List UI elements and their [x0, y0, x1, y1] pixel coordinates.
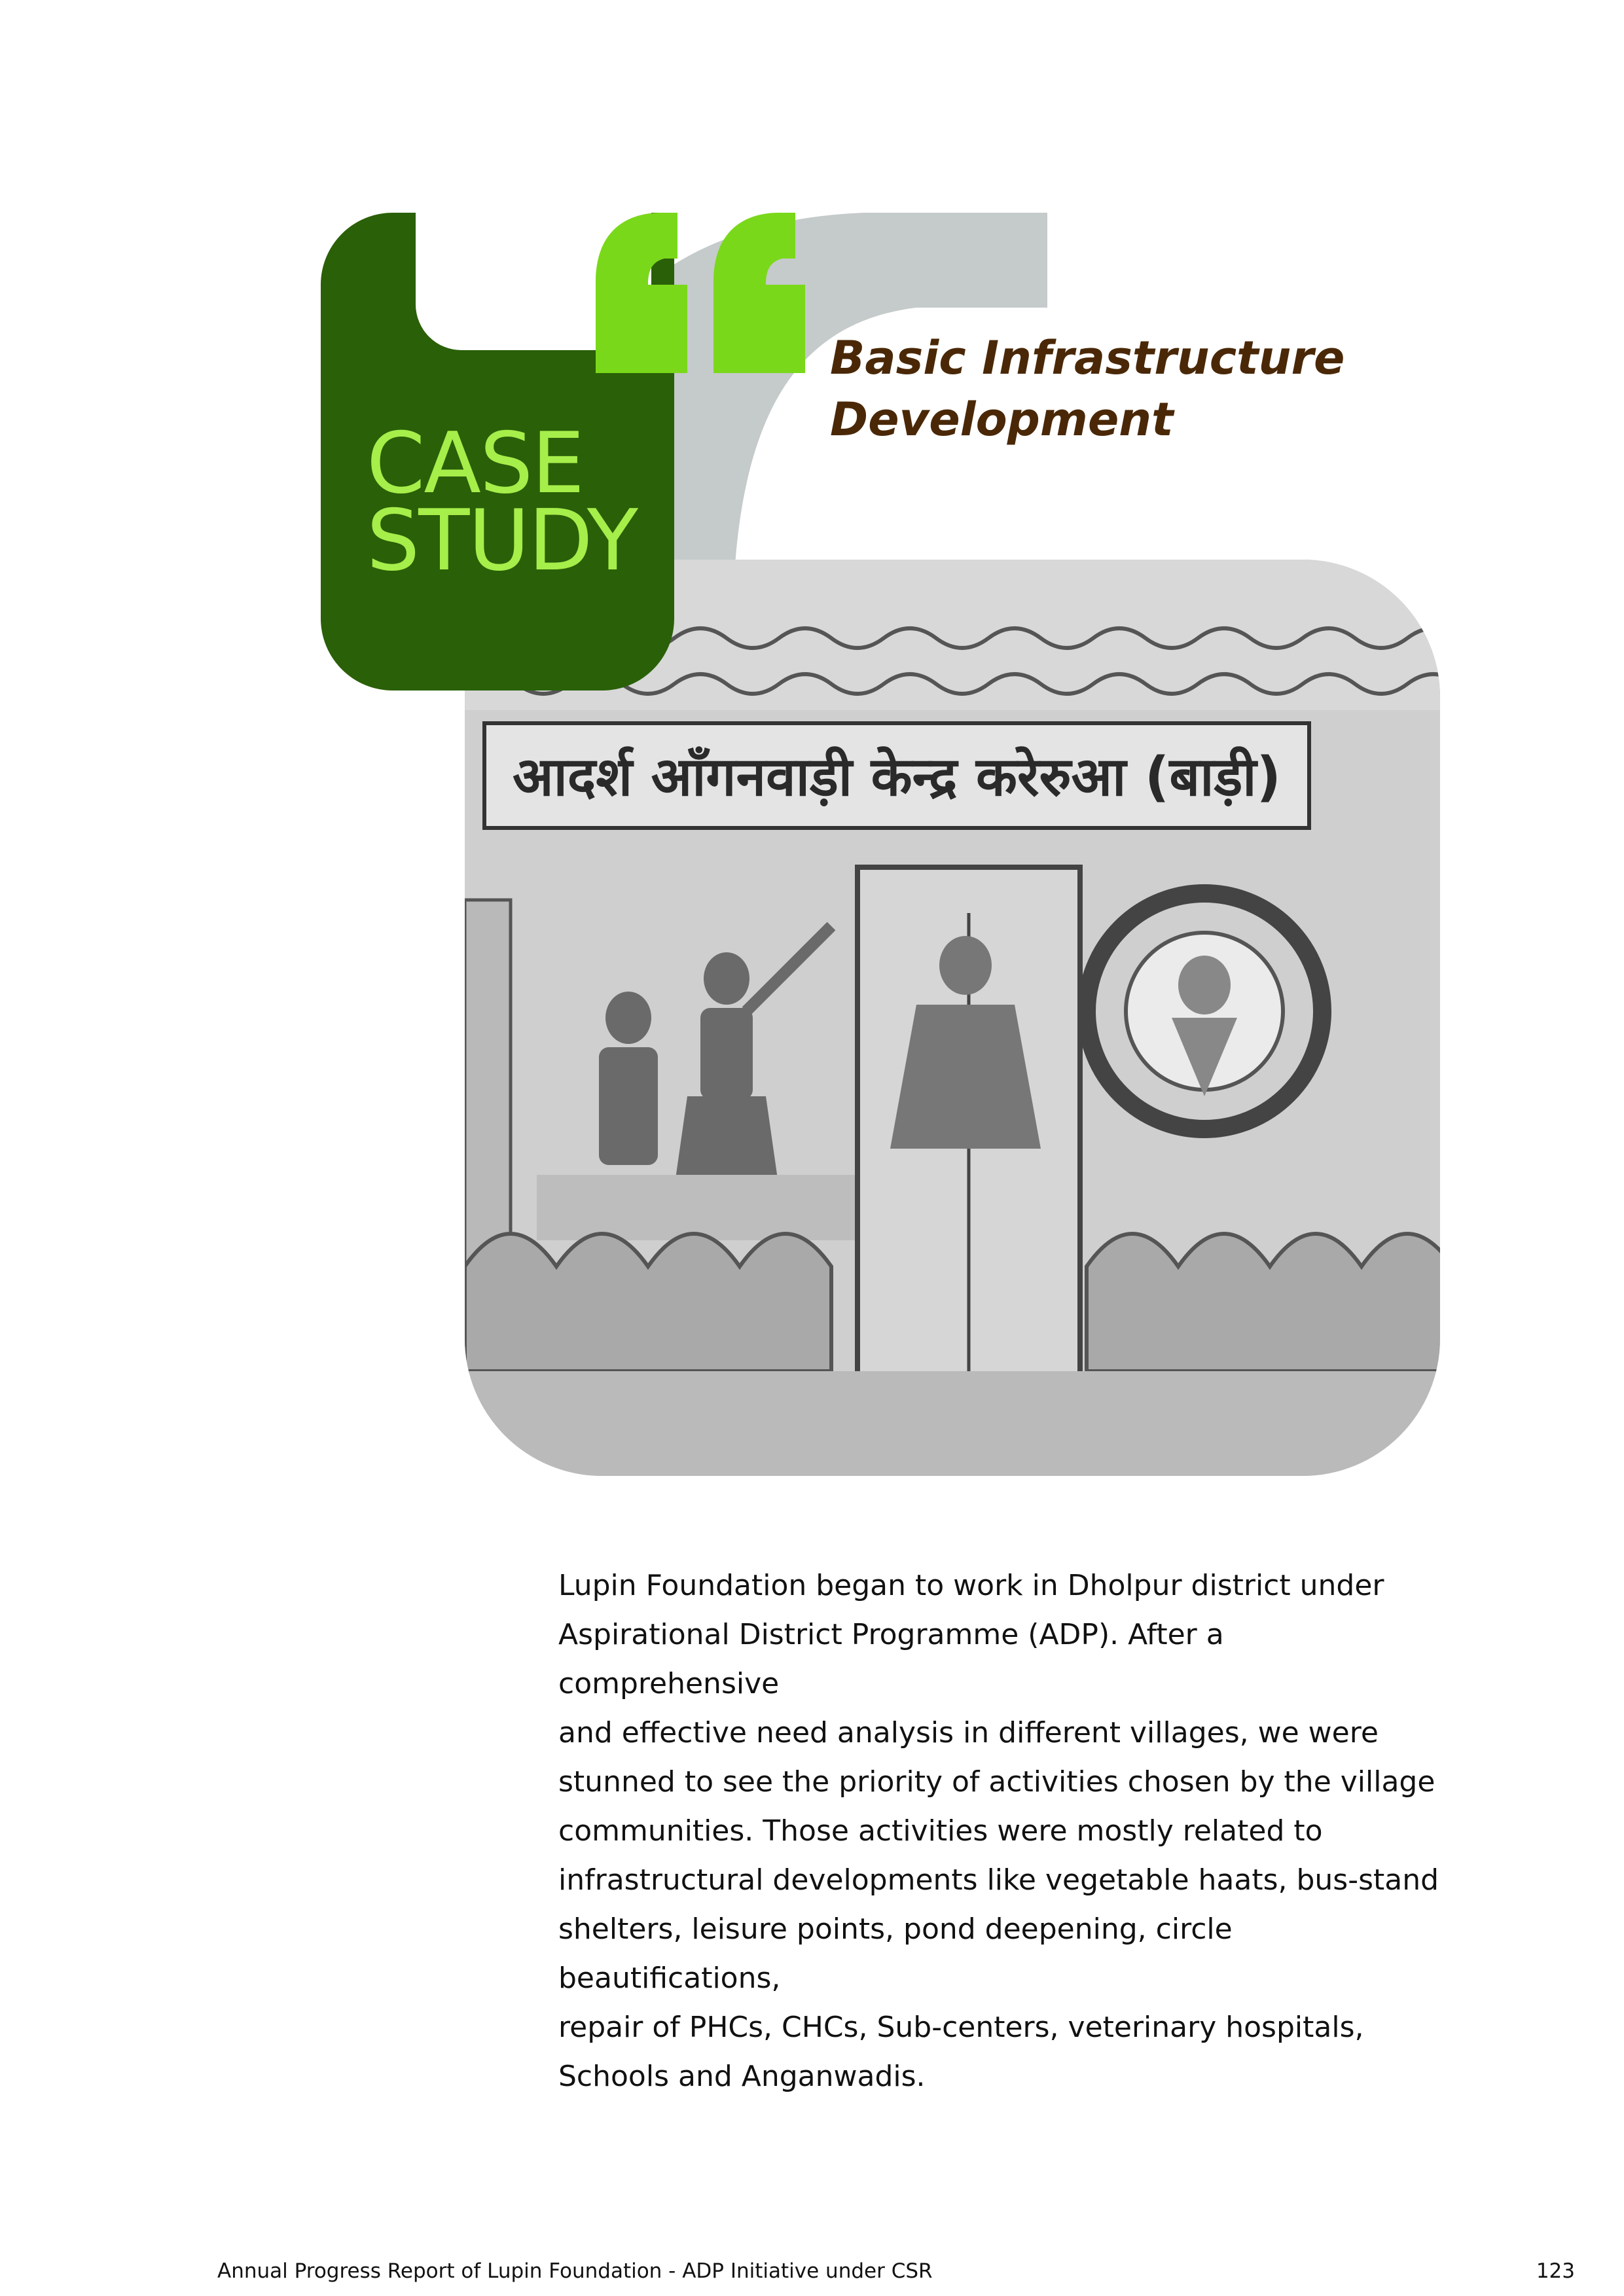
page-number: 123 [1536, 2259, 1575, 2283]
sign-text: आदर्श आँगनवाड़ी केन्द्र करेरुआ (बाड़ी) [512, 746, 1282, 808]
case-label-line1: CASE [367, 415, 584, 512]
body-line: Schools and Anganwadis. [558, 2060, 926, 2093]
body-line: stunned to see the priority of activities chosen by the village [558, 1765, 1435, 1799]
body-line: repair of PHCs, CHCs, Sub-centers, veterinary hospitals, [558, 2011, 1364, 2044]
body-line: infrastructural developments like vegetable haats, bus-stand [558, 1863, 1439, 1897]
title-line2: Development [830, 393, 1174, 446]
page-title [830, 327, 1354, 450]
title-line1: Basic Infrastructure [830, 331, 1345, 385]
footer-report-title: Annual Progress Report of Lupin Foundation - ADP Initiative under CSR [217, 2259, 933, 2283]
body-line: Lupin Foundation began to work in Dholpur district under [558, 1569, 1384, 1602]
anganwadi-photo [465, 560, 1440, 1476]
body-paragraph [558, 1561, 1449, 2101]
quote-mark-icon [589, 209, 812, 373]
body-line: communities. Those activities were mostly related to [558, 1814, 1323, 1848]
body-line: Aspirational District Programme (ADP). After a comprehensive [558, 1618, 1224, 1700]
body-line: and effective need analysis in different villages, we were [558, 1716, 1379, 1749]
case-study-label [367, 415, 668, 590]
case-label-line2: STUDY [367, 492, 637, 590]
body-line: shelters, leisure points, pond deepening, circle beautifications, [558, 1912, 1233, 1995]
